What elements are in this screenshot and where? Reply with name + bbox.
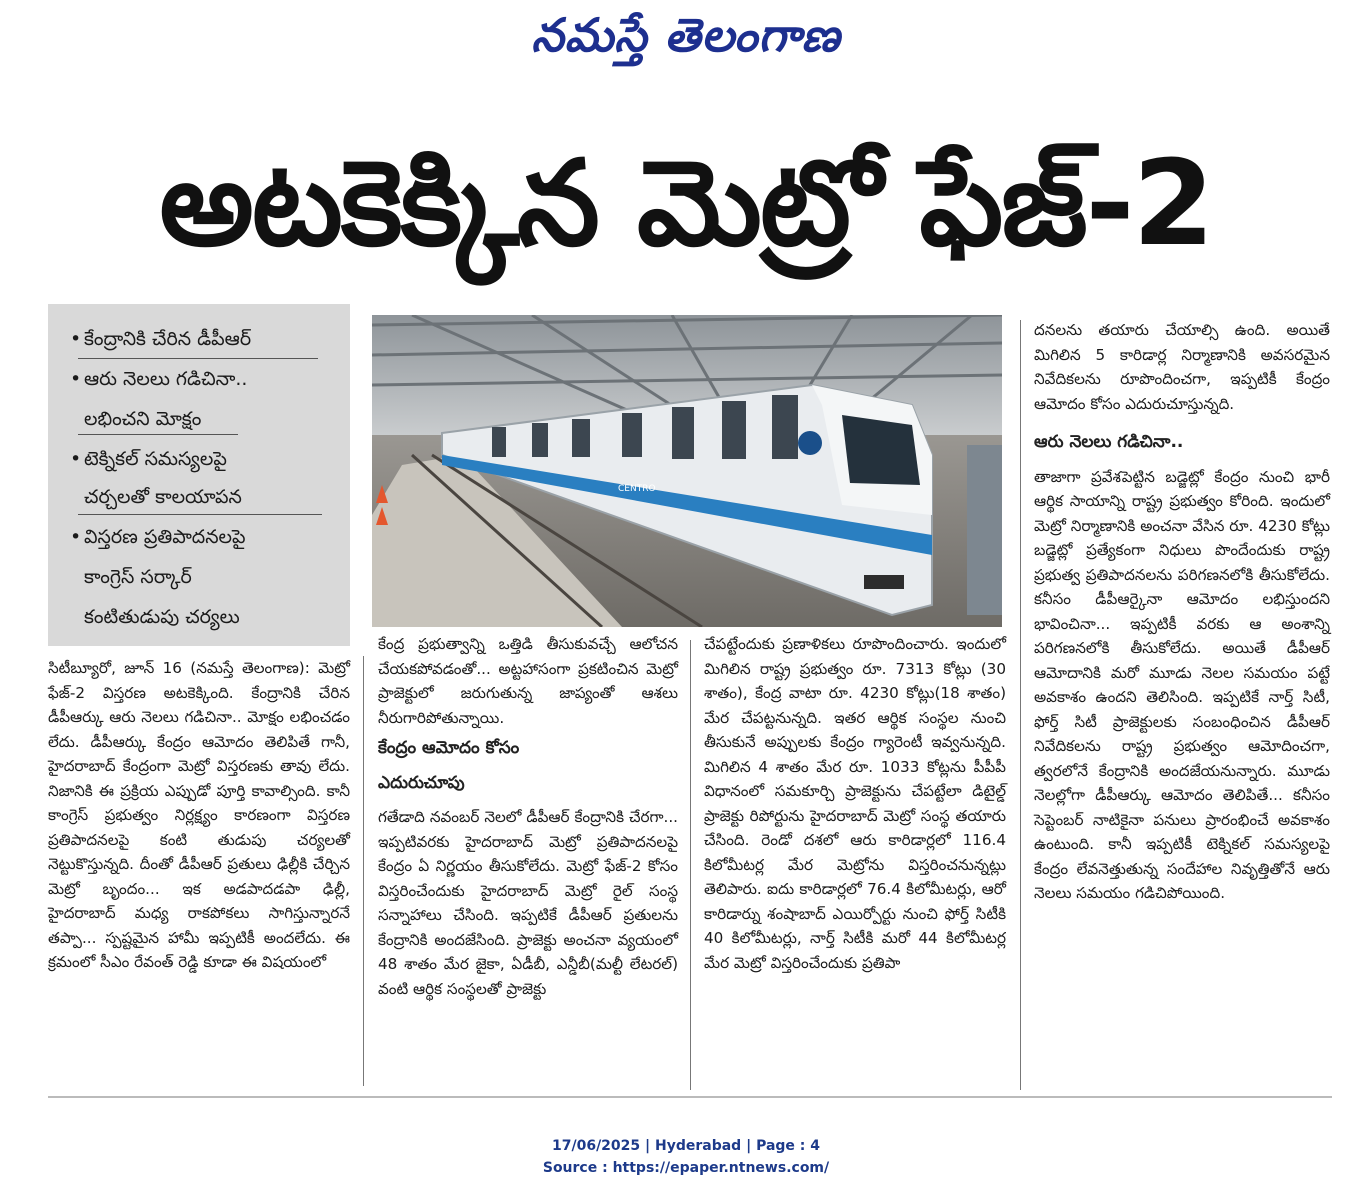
highlight-item: చర్చలతో కాలయాపన <box>84 486 242 508</box>
article-paragraph: తాజాగా ప్రవేశపెట్టిన బడ్జెట్లో కేంద్రం నుంచి భారీ ఆర్థిక సాయాన్ని రాష్ట్ర ప్రభుత్వం కోరింది. ఇందులో మెట్రో నిర్మాణానికి అంచనా వేసిన రూ. 4230 కోట్లు బడ్జెట్లో ప్రత్యేకంగా నిధులు పొందేందుకు రాష్ట్ర ప్రభుత్వ ప్రతిపాదనలను పరిగణనలోకి తీసుకోలేదు. కనీసం డీపీఆర్కైనా ఆమోదం లభిస్తుందని భావించినా... ఇప్పటికీ వరకు ఆ అంశాన్ని పరిగణనలోకి తీసుకోలేదు. అయితే డీపీఆర్ ఆమోదానికి మరో మూడు నెలల సమయం పట్టే అవకాశం ఉందని తెలిసింది. ఇప్పటికే నార్త్ సిటీ, ఫోర్త్ సిటీ ప్రాజెక్టులకు సంబంధించిన డీపీఆర్ నివేదికలను రాష్ట్ర ప్రభుత్వం ఆమోదించగా, త్వరలోనే కేంద్రానికి అందజేయనున్నారు. మూడు నెలల్లోగా డీపీఆర్కు ఆమోదం తెలిపితే... కనీసం సెప్టెంబర్ నాటికైనా పనులు ప్రారంభించే అవకాశం ఉంటుంది. కానీ ఇప్పటికీ టెక్నికల్ సమస్యలపై కేంద్రం లేవనెత్తుతున్న సందేహాల నివృత్తితోనే ఆరు నెలలు సమయం గడిచిపోయింది. <box>1034 467 1330 902</box>
column-divider <box>1020 320 1021 1090</box>
article-headline: అటకెక్కిన మెట్రో ఫేజ్-2 <box>159 134 1213 272</box>
section-subheading: ఆరు నెలలు గడిచినా.. <box>1034 432 1184 452</box>
highlight-underline <box>78 434 238 435</box>
article-column-2 <box>378 632 678 1092</box>
section-subheading: కేంద్రం ఆమోదం కోసం <box>378 738 520 758</box>
highlight-item: • టెక్నికల్ సమస్యలపై <box>70 448 227 470</box>
article-column-3 <box>704 632 1006 1092</box>
highlight-item: కంటితుడుపు చర్యలు <box>84 606 240 628</box>
article-paragraph: కేంద్ర ప్రభుత్వాన్ని ఒత్తిడి తీసుకువచ్చే ఆలోచన చేయకపోవడంతో... అట్టహాసంగా ప్రకటించిన మెట్రో ప్రాజెక్టులో జరుగుతున్న జాప్యంతో ఆశలు నీరుగారిపోతున్నాయి. <box>378 635 678 727</box>
section-subheading: ఎదురుచూపు <box>378 772 465 793</box>
article-column-1 <box>48 656 350 1096</box>
highlight-item: • ఆరు నెలలు గడిచినా.. <box>70 368 248 390</box>
metro-train-photo <box>372 315 1002 627</box>
train-logo-text: CENTRO <box>618 484 656 494</box>
highlight-underline <box>78 358 318 359</box>
article-paragraph: దనలను తయారు చేయాల్సి ఉంది. అయితే మిగిలిన 5 కారిడార్ల నిర్మాణానికి అవసరమైన నివేదికలను రూపొందించగా, ఇప్పటికీ కేంద్రం ఆమోదం కోసం ఎదురుచూస్తున్నది. <box>1034 321 1330 413</box>
highlight-item: కాంగ్రెస్ సర్కార్ <box>84 566 192 588</box>
metro-train-illustration <box>372 315 1002 627</box>
column-divider <box>363 656 364 1086</box>
footer-source: Source : https://epaper.ntnews.com/ <box>542 1160 830 1176</box>
article-paragraph: గతేడాది నవంబర్ నెలలో డీపీఆర్ కేంద్రానికి చేరగా... ఇప్పటివరకు హైదరాబాద్ మెట్రో ప్రతిపాదనలపై కేంద్రం ఏ నిర్ణయం తీసుకోలేదు. మెట్రో ఫేజ్-2 కోసం విస్తరించేందుకు హైదరాబాద్ మెట్రో రైల్ సంస్థ సన్నాహాలు చేసింది. ఇప్పటికే డీపీఆర్ ప్రతులను కేంద్రానికి అందజేసింది. ప్రాజెక్టు అంచనా వ్యయంలో 48 శాతం మేర జైకా, ఏడీబీ, ఎన్డీబీ(మల్టీ లేటరల్) వంటి ఆర్థిక సంస్థలతో ప్రాజెక్టు <box>378 808 678 998</box>
highlights-box <box>48 304 350 646</box>
article-paragraph: సిటీబ్యూరో, జూన్ 16 (నమస్తే తెలంగాణ): మెట్రో ఫేజ్-2 విస్తరణ అటకెక్కింది. కేంద్రానికి చేరిన డీపీఆర్కు ఆరు నెలలు గడిచినా.. మోక్షం లభించడం లేదు. డీపీఆర్కు కేంద్రం ఆమోదం తెలిపితే గానీ, హైదరాబాద్ కేంద్రంగా మెట్రో విస్తరణకు తావు లేదు. నిజానికి ఈ ప్రక్రియ ఎప్పుడో పూర్తి కావాల్సింది. కానీ కాంగ్రెస్ ప్రభుత్వం నిర్లక్ష్యం కారణంగా విస్తరణ ప్రతిపాదనలపై కంటి తుడుపు చర్యలతో నెట్టుకొస్తున్నది. దీంతో డీపీఆర్ ప్రతులు ఢిల్లీకి చేర్చిన మెట్రో బృందం... ఇక అడపాదడపా ఢిల్లీ, హైదరాబాద్ మధ్య రాకపోకలు సాగిస్తున్నారనే తప్పా... స్పష్టమైన హామీ ఇప్పటికీ అందలేదు. ఈ క్రమంలో సీఎం రేవంత్ రెడ్డి కూడా ఈ విషయంలో <box>48 659 350 971</box>
highlight-item: • విస్తరణ ప్రతిపాదనలపై <box>70 526 246 548</box>
highlight-underline <box>78 514 322 515</box>
newspaper-masthead: నమస్తే తెలంగాణ <box>531 8 841 62</box>
footer-date-edition: 17/06/2025 | Hyderabad | Page : 4 <box>551 1138 821 1154</box>
highlight-item: • కేంద్రానికి చేరిన డీపీఆర్ <box>70 328 252 350</box>
article-column-4 <box>1034 318 1330 1088</box>
column-divider <box>690 640 691 1090</box>
bottom-divider <box>48 1096 1332 1098</box>
highlight-item: లభించని మోక్షం <box>84 408 202 430</box>
article-paragraph: చేపట్టేందుకు ప్రణాళికలు రూపొందించారు. ఇందులో మిగిలిన రాష్ట్ర ప్రభుత్వం రూ. 7313 కోట్లు (30 శాతం), కేంద్ర వాటా రూ. 4230 కోట్లు(18 శాతం) మేర చేపట్టనున్నది. ఇతర ఆర్థిక సంస్థల నుంచి తీసుకునే అప్పులకు కేంద్రం గ్యారెంటీ ఇవ్వనున్నది. మిగిలిన 4 శాతం మేర రూ. 1033 కోట్లను పీపీపీ విధానంలో సమకూర్చి ప్రాజెక్టును చేపట్టేలా డిటైల్డ్ ప్రాజెక్టు రిపోర్టును హైదరాబాద్ మెట్రో సంస్థ తయారు చేసింది. రెండో దశలో ఆరు కారిడార్లలో 116.4 కిలోమీటర్ల మేర మెట్రోను విస్తరించనున్నట్లు తెలిపారు. ఐదు కారిడార్లలో 76.4 కిలోమీటర్లు, ఆరో కారిడార్ను శంషాబాద్ ఎయిర్పోర్టు నుంచి ఫోర్త్ సిటీకి 40 కిలోమీటర్లు, నార్త్ సిటీకి మరో 44 కిలోమీటర్ల మేర మెట్రో విస్తరించేందుకు ప్రతిపా <box>704 635 1006 972</box>
